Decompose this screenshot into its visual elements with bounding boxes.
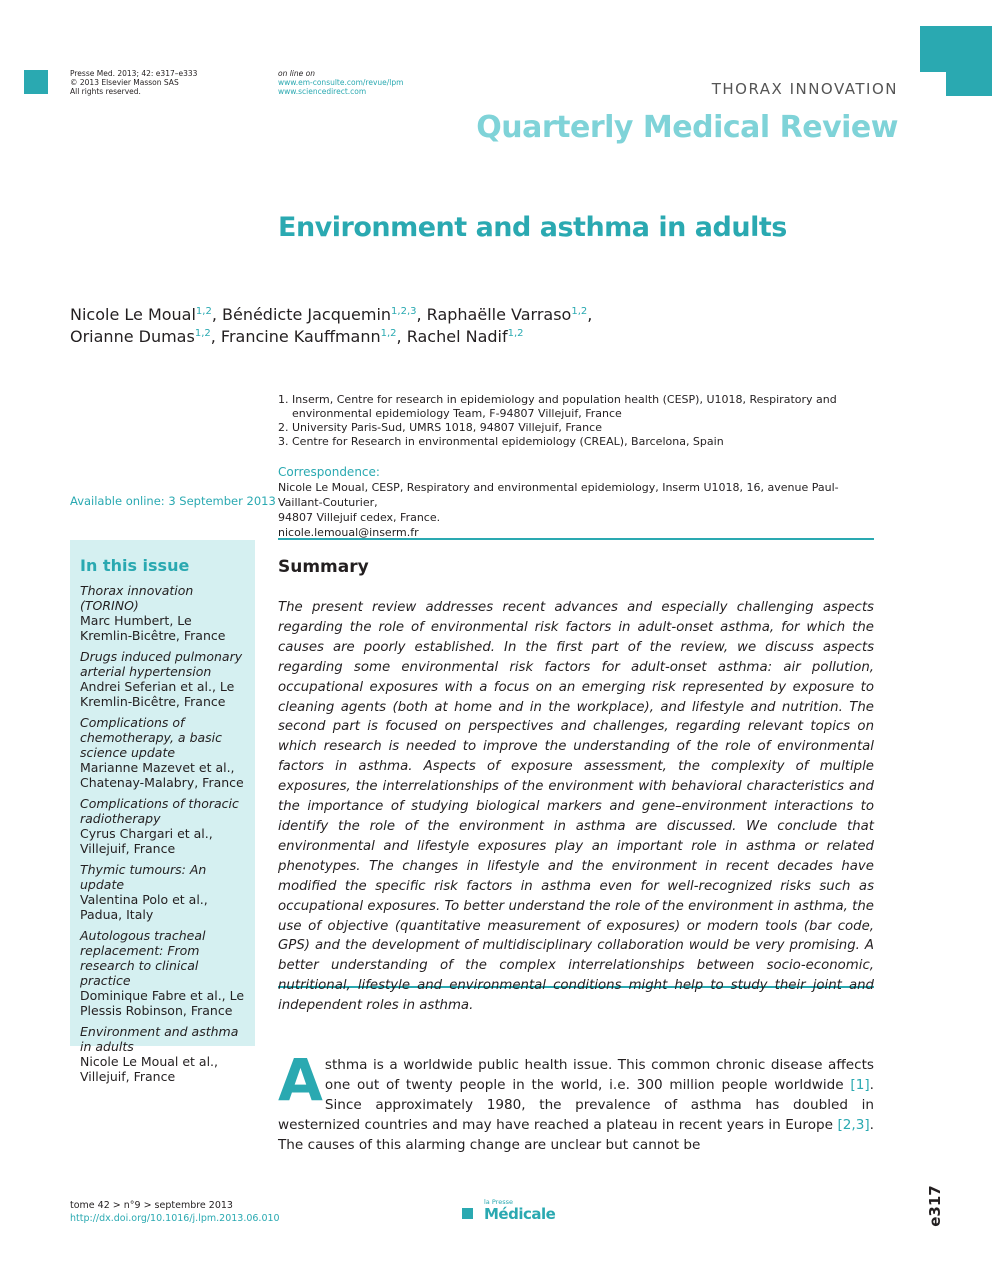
body-paragraph: Asthma is a worldwide public health issue. This common chronic disease affects one out of twenty people in the world, i.e. 300 million people worldwide [1]. Since approximately 1980, the prevalence of asthma has doubled in westernized countries and may have reached a plateau in recent years in Europe [2,3]. The causes of this alarming change are unclear but cannot be xyxy=(278,1046,874,1153)
correspondence-email[interactable]: nicole.lemoual@inserm.fr xyxy=(278,526,419,539)
issue-entry[interactable] xyxy=(80,928,247,1018)
author-affiliation: 1,2,3 xyxy=(391,306,417,317)
issue-entry[interactable] xyxy=(80,649,247,709)
issue-entry-title: Drugs induced pulmonary arterial hypertension xyxy=(80,649,243,679)
em-consulte-link[interactable]: www.em-consulte.com/revue/lpm xyxy=(278,78,404,87)
summary-section xyxy=(278,538,874,1014)
summary-heading: Summary xyxy=(278,557,369,577)
issue-entry-authors: Marc Humbert, Le Kremlin-Bicêtre, France xyxy=(80,613,226,643)
issue-entry[interactable] xyxy=(80,715,247,790)
issue-entry-authors: Marianne Mazevet et al., Chatenay-Malabry, France xyxy=(80,760,244,790)
journal-reference: Presse Med. 2013; 42: e317–e333 xyxy=(70,69,198,78)
corner-square-left xyxy=(24,70,48,94)
issue-entry-authors: Dominique Fabre et al., Le Plessis Robinson, France xyxy=(80,988,245,1018)
issue-entry[interactable] xyxy=(80,796,247,856)
online-links xyxy=(278,69,403,96)
logo-small-text: la Presse xyxy=(484,1198,513,1206)
review-title: Quarterly Medical Review xyxy=(476,110,898,145)
doi-link[interactable]: http://dx.doi.org/10.1016/j.lpm.2013.06.010 xyxy=(70,1213,280,1224)
affiliation-item: 2. University Paris-Sud, UMRS 1018, 94807 Villejuif, France xyxy=(278,421,602,434)
author: Bénédicte Jacquemin$^{1,2,3}$, xyxy=(222,305,427,324)
issue-entry-title: Environment and asthma in adults xyxy=(80,1024,239,1054)
summary-text: The present review addresses recent advances and especially challenging aspects regarding the role of environmental risk factors in adult-onset asthma, for which the causes are poorly established. In the first part of the review, we discuss aspects regarding some environmental risk factors for adult-onset asthma: air pollution, occupational exposures with a focus on an emerging risk represented by exposure to cleaning agents (both at home and in the workplace), and lifestyle and nutrition. The second part is focused on perspectives and challenges, regarding relevant topics on which research is needed to improve the understanding of the role of environmental factors in asthma. Aspects of exposure assessment, the complexity of multiple exposures, the interrelationships of the environment with behavioral characteristics and the importance of studying biological markers and gene–environment interactions to identify the role of the environment in asthma are discussed. We conclude that environmental and lifestyle exposures play an important role in asthma or related phenotypes. The changes in lifestyle and the environment in recent decades have modified the specific risk factors in asthma even for well-recognized risks such as occupational exposures. To better understand the role of the environment in asthma, the use of objective (quantitative measurement of exposures) or modern tools (bar code, GPS) and the development of multidisciplinary collaboration would be very promising. A better understanding of the complex interrelationships between socio-economic, nutritional, lifestyle and environmental conditions might help to study their joint and independent roles in asthma. xyxy=(278,600,874,1014)
online-label: on line on xyxy=(278,69,315,78)
footer-citation xyxy=(70,1199,280,1225)
issue-entry-authors: Valentina Polo et al., Padua, Italy xyxy=(80,892,208,922)
issue-entry[interactable] xyxy=(80,862,247,922)
correspondence-address: Nicole Le Moual, CESP, Respiratory and environmental epidemiology, Inserm U1018, 16, avenue Paul-Vaillant-Couturier, xyxy=(278,481,839,509)
affiliation-list xyxy=(278,393,878,449)
issue-entry-title: Thorax innovation (TORINO) xyxy=(80,583,194,613)
correspondence-name: Nicole Le Moual xyxy=(278,481,365,494)
issue-entry-title: Thymic tumours: An update xyxy=(80,862,207,892)
logo-square-icon xyxy=(462,1208,473,1219)
sciencedirect-link[interactable]: www.sciencedirect.com xyxy=(278,87,367,96)
reference-link[interactable]: [1] xyxy=(850,1076,870,1093)
affiliation-item: 1. Inserm, Centre for research in epidemiology and population health (CESP), U1018, Respiratory and environmental epidemiology Team, F-94807 Villejuif, France xyxy=(278,393,837,420)
author: Rachel Nadif$^{1,2}$ xyxy=(406,327,524,346)
author-affiliation: 1,2 xyxy=(507,328,524,339)
issue-entry-authors: Nicole Le Moual et al., Villejuif, France xyxy=(80,1054,218,1084)
issue-entry-title: Complications of thoracic radiotherapy xyxy=(80,796,239,826)
affiliation-item: 3. Centre for Research in environmental epidemiology (CREAL), Barcelona, Spain xyxy=(278,435,724,448)
article-title: Environment and asthma in adults xyxy=(278,212,787,243)
author: Orianne Dumas$^{1,2}$, xyxy=(70,327,221,346)
in-this-issue-box xyxy=(70,540,255,1084)
issue-entry[interactable] xyxy=(80,583,247,643)
correspondence-block xyxy=(278,465,878,540)
footer-issue: tome 42 > n°9 > septembre 2013 xyxy=(70,1200,233,1211)
copyright-line: © 2013 Elsevier Masson SAS xyxy=(70,78,179,87)
drop-cap: A xyxy=(278,1046,323,1114)
issue-entry-authors: Andrei Seferian et al., Le Kremlin-Bicêtre, France xyxy=(80,679,235,709)
author-affiliation: 1,2 xyxy=(571,306,588,317)
issue-entry[interactable] xyxy=(80,1024,247,1084)
corner-block-top-right-lower xyxy=(946,72,992,96)
correspondence-label: Correspondence: xyxy=(278,465,380,479)
author: Raphaëlle Varraso$^{1,2}$, xyxy=(426,305,593,324)
page-number: e317 xyxy=(926,1185,944,1227)
corner-block-top-right xyxy=(920,26,992,72)
author-list xyxy=(70,304,670,348)
issue-entry-title: Autologous tracheal replacement: From research to clinical practice xyxy=(80,928,206,988)
in-this-issue-heading: In this issue xyxy=(80,556,190,575)
logo-main-text: Médicale xyxy=(484,1205,556,1223)
reference-link[interactable]: [2,3] xyxy=(837,1116,870,1133)
author: Francine Kauffmann$^{1,2}$, xyxy=(220,327,407,346)
issue-entry-title: Complications of chemotherapy, a basic science update xyxy=(80,715,223,760)
author: Nicole Le Moual$^{1,2}$, xyxy=(70,305,222,324)
author-affiliation: 1,2 xyxy=(195,306,212,317)
journal-metadata xyxy=(70,69,197,96)
issue-entry-authors: Cyrus Chargari et al., Villejuif, France xyxy=(80,826,213,856)
section-label: THORAX INNOVATION xyxy=(711,80,898,98)
correspondence-address-2: 94807 Villejuif cedex, France. xyxy=(278,511,441,524)
author-affiliation: 1,2 xyxy=(380,328,397,339)
rights-line: All rights reserved. xyxy=(70,87,141,96)
available-online: Available online: 3 September 2013 xyxy=(70,494,276,508)
author-affiliation: 1,2 xyxy=(194,328,211,339)
